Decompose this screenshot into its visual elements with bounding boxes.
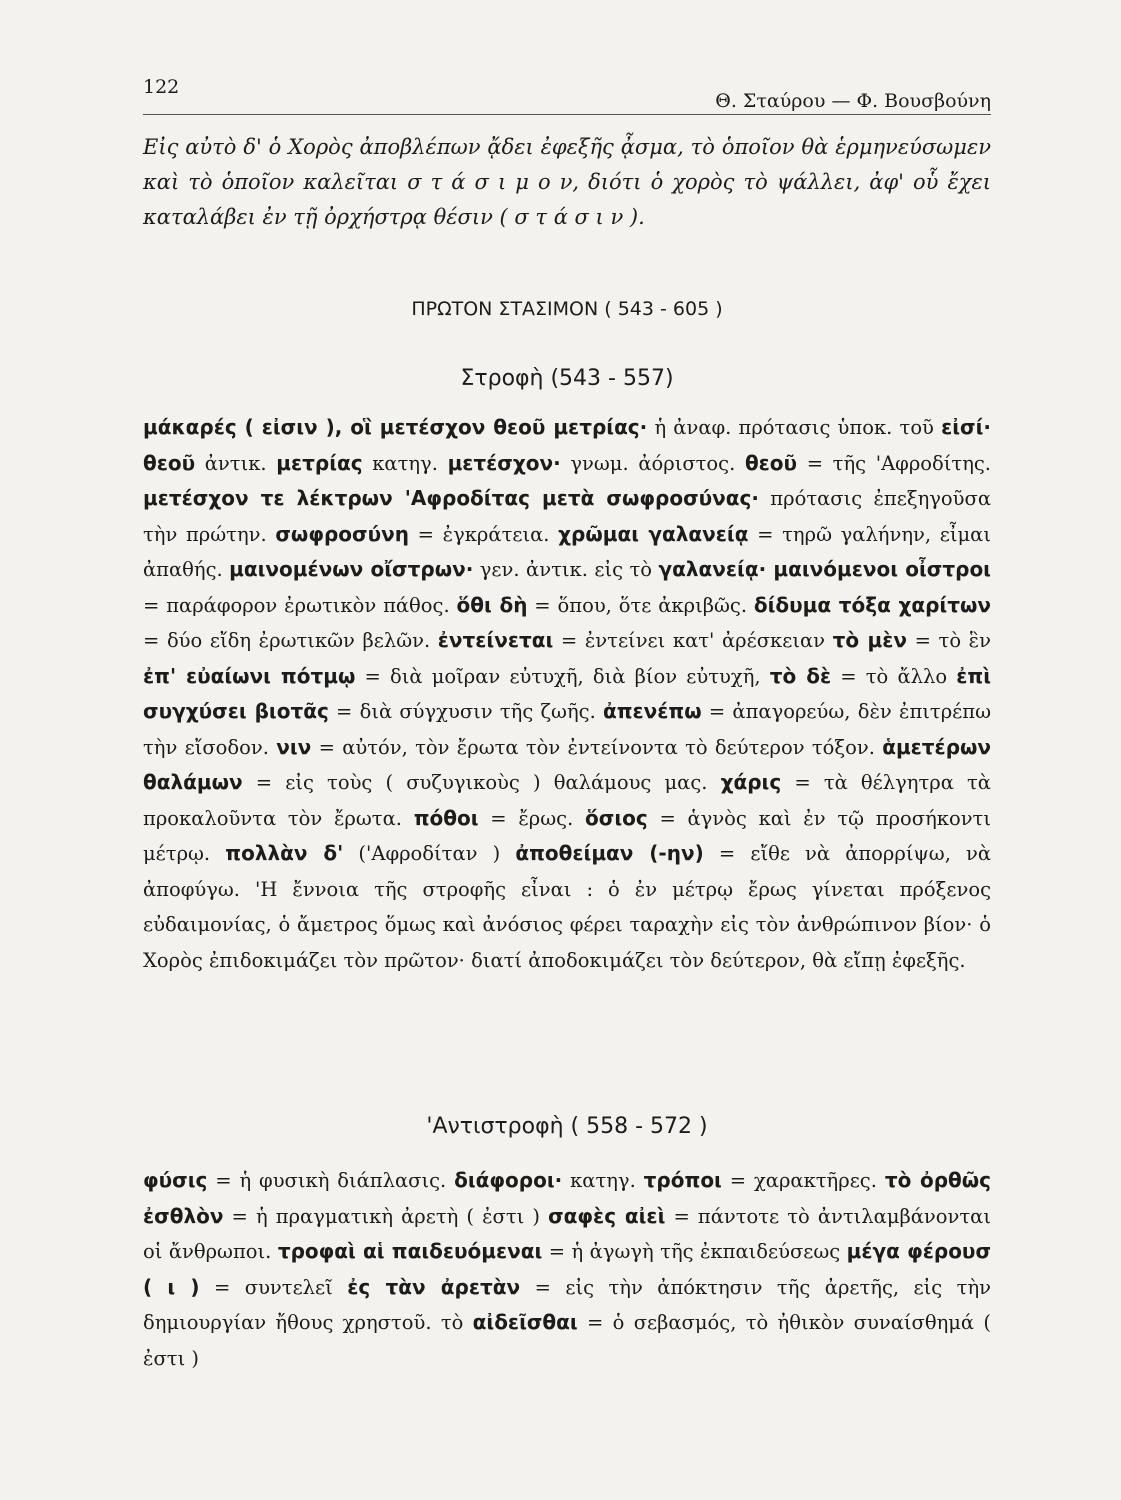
gloss: = παράφορον ἐρωτικὸν πάθος. bbox=[143, 593, 457, 617]
gloss: = συντελεῖ bbox=[199, 1275, 348, 1299]
gloss: ('Αφροδίταν ) bbox=[343, 842, 516, 865]
gloss: = ἐγκράτεια. bbox=[408, 522, 559, 546]
gloss: = εἴθε νὰ ἀπορρίψω, νὰ ἀποφύγω. 'Η ἔννοια τῆς στροφῆς εἶναι : ὁ ἐν μέτρῳ ἔρως γίνεται πρόξενος εὐδαιμονίας, ὁ ἄμετρος ὅμως καὶ ἀνόσιος φέρει ταραχὴν εἰς τὸν ἀνθρώπινον βίον· ὁ Χορὸς ἐπιδοκιμάζει τὸν πρῶτον· διατί ἀποδοκιμάζει τὸν δεύτερον, θὰ εἴπῃ ἐφεξῆς. bbox=[143, 842, 992, 972]
lemma: ἐπὶ συγχύσει βιοτᾶς bbox=[143, 663, 992, 723]
gloss: = εἰς τοὺς ( συζυγικοὺς ) θαλάμους μας. bbox=[242, 771, 721, 794]
gloss: γνωμ. ἀόριστος. bbox=[560, 451, 745, 475]
lemma: τρόποι bbox=[643, 1168, 722, 1192]
lemma: μαινομένων οἴστρων· bbox=[229, 557, 474, 581]
gloss: πρότασις ἐπεξηγοῦσα τὴν πρώτην. bbox=[143, 487, 991, 546]
lemma: ἀπενέπω bbox=[602, 699, 702, 723]
gloss: = ἀπαγορεύω, δὲν ἐπιτρέπω τὴν εἴσοδον. bbox=[143, 700, 991, 759]
lemma: πολλὰν δ' bbox=[225, 841, 344, 865]
gloss: = διὰ μοῖραν εὐτυχῆ, διὰ βίον εὐτυχῆ, bbox=[355, 664, 770, 688]
lemma: σωφροσύνη bbox=[275, 521, 409, 546]
gloss: = διὰ σύγχυσιν τῆς ζωῆς. bbox=[328, 700, 603, 723]
gloss: = ἡ φυσικὴ διάπλασις. bbox=[207, 1169, 455, 1192]
lemma: διάφοροι· bbox=[454, 1168, 563, 1192]
gloss: ἀντικ. bbox=[195, 451, 277, 475]
lemma: χρῶμαι γαλανείᾳ bbox=[558, 521, 749, 546]
lemma: ἀποθείμαν (-ην) bbox=[515, 841, 704, 865]
gloss: = ἡ ἀγωγὴ τῆς ἐκπαιδεύσεως bbox=[542, 1240, 847, 1263]
antistrophe-heading: 'Αντιστροφὴ ( 558 - 572 ) bbox=[426, 1114, 708, 1139]
lemma: τὸ ὀρθῶς ἐσθλὸν bbox=[143, 1168, 991, 1228]
gloss: κατηγ. bbox=[362, 451, 448, 475]
gloss: ἡ ἀναφ. πρότασις ὑποκ. τοῦ bbox=[647, 416, 942, 439]
lemma: τροφαὶ αἱ παιδευόμεναι bbox=[277, 1239, 543, 1263]
lemma: αἰδεῖσθαι bbox=[472, 1310, 578, 1334]
lemma: θεοῦ bbox=[744, 450, 798, 475]
lemma: ἁμετέρων θαλάμων bbox=[143, 734, 992, 794]
gloss: γεν. ἀντικ. εἰς τὸ bbox=[473, 558, 659, 581]
lemma: τὸ δὲ bbox=[769, 663, 832, 688]
gloss: = ἐντείνει κατ' ἀρέσκειαν bbox=[553, 629, 833, 652]
lemma: ἐντείνεται bbox=[437, 628, 554, 652]
strophe-commentary bbox=[143, 410, 991, 978]
gloss: = ἁγνὸς καὶ ἐν τῷ προσήκοντι μέτρῳ. bbox=[143, 806, 991, 865]
gloss: = ὅπου, ὅτε ἀκριβῶς. bbox=[527, 593, 754, 617]
lemma: τὸ μὲν bbox=[832, 628, 907, 652]
lemma: ἐπ' εὐαίωνι πότμῳ bbox=[143, 663, 356, 688]
gloss: = τὸ ἓν bbox=[906, 629, 991, 652]
lemma: χάρις bbox=[720, 770, 782, 794]
gloss: κατηγ. bbox=[562, 1169, 644, 1192]
lemma: μετέσχον τε λέκτρων 'Αφροδίτας μετὰ σωφροσύνας· bbox=[143, 486, 759, 510]
page-header bbox=[143, 74, 991, 115]
gloss: = τηρῶ γαλήνην, εἶμαι ἀπαθής. bbox=[143, 522, 991, 581]
gloss: = τὸ ἄλλο bbox=[831, 664, 957, 688]
lemma: πόθοι bbox=[413, 805, 479, 830]
gloss: = ἔρως. bbox=[478, 806, 585, 830]
lemma: ὅθι δὴ bbox=[456, 592, 528, 617]
lemma: γαλανείᾳ· μαινόμενοι οἶστροι bbox=[658, 557, 991, 581]
gloss: = ἡ πραγματικὴ ἀρετὴ ( ἐστι ) bbox=[223, 1204, 549, 1228]
lemma: ὅσιος bbox=[585, 805, 648, 830]
gloss: = χαρακτῆρες. bbox=[721, 1169, 885, 1192]
gloss: = τὰ θέλγητρα τὰ προκαλοῦντα τὸν ἔρωτα. bbox=[143, 771, 991, 830]
gloss: = τῆς 'Αφροδίτης. bbox=[797, 451, 991, 475]
gloss: = πάντοτε τὸ ἀντιλαμβάνονται οἱ ἄνθρωποι. bbox=[143, 1204, 991, 1263]
lemma: μέγα φέρουσ ( ι ) bbox=[143, 1239, 992, 1299]
lemma: εἰσί· θεοῦ bbox=[143, 415, 991, 475]
lemma: μάκαρές ( εἰσιν ), οἳ μετέσχον θεοῦ μετρίας· bbox=[143, 415, 648, 439]
lemma: ἐς τὰν ἀρετὰν bbox=[347, 1274, 521, 1299]
lemma: μετέσχον· bbox=[447, 450, 561, 475]
section-title: ΠΡΩΤΟΝ ΣΤΑΣΙΜΟΝ ( 543 - 605 ) bbox=[411, 298, 723, 320]
lemma: σαφὲς αἰεὶ bbox=[548, 1203, 666, 1228]
antistrophe-commentary bbox=[143, 1163, 991, 1376]
gloss: = εἰς τὴν ἀπόκτησιν τῆς ἀρετῆς, εἰς τὴν δημιουργίαν ἤθους χρηστοῦ. τὸ bbox=[143, 1275, 992, 1334]
lemma: φύσις bbox=[143, 1168, 208, 1192]
page-number: 122 bbox=[143, 76, 180, 98]
gloss: = αὐτόν, τὸν ἔρωτα τὸν ἐντείνοντα τὸ δεύτερον τόξον. bbox=[311, 735, 883, 759]
running-title: Θ. Σταύρου — Φ. Βουσβούνη bbox=[715, 90, 991, 112]
strophe-heading: Στροφὴ (543 - 557) bbox=[460, 366, 674, 391]
gloss: = ὁ σεβασμός, τὸ ἠθικὸν συναίσθημά ( ἐστι ) bbox=[143, 1311, 991, 1370]
gloss: = δύο εἴδη ἐρωτικῶν βελῶν. bbox=[143, 629, 438, 652]
lemma: νιν bbox=[276, 734, 312, 759]
lemma: δίδυμα τόξα χαρίτων bbox=[753, 592, 991, 617]
intro-paragraph: Εἰς αὐτὸ δ' ὁ Χορὸς ἀποβλέπων ᾄδει ἐφεξῆς ᾆσμα, τὸ ὁποῖον θὰ ἑρμηνεύσωμεν καὶ τὸ ὁποῖον καλεῖται σ τ ά σ ι μ ο ν, διότι ὁ χορὸς τὸ ψάλλει, ἀφ' οὗ ἔχει καταλάβει ἐν τῇ ὀρχήστρᾳ θέσιν ( σ τ ά σ ι ν ). bbox=[143, 135, 991, 229]
lemma: μετρίας bbox=[276, 450, 363, 475]
